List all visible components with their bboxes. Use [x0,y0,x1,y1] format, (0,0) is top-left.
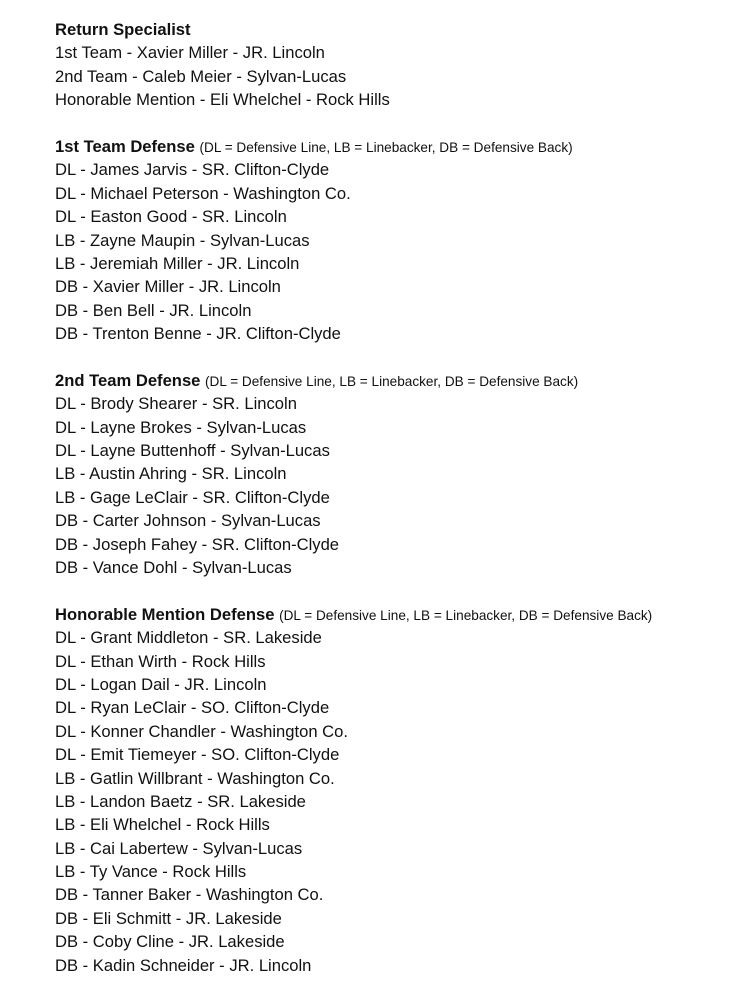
document-body [55,18,745,1000]
list-item: DL - Emit Tiemeyer - SO. Clifton-Clyde [55,745,340,765]
list-item: LB - Landon Baetz - SR. Lakeside [55,791,306,811]
section-note: (DL = Defensive Line, LB = Linebacker, DB = Defensive Back) [279,607,653,623]
list-item: LB - Zayne Maupin - Sylvan-Lucas [55,230,310,250]
list-item: DL - Ryan LeClair - SO. Clifton-Clyde [55,698,330,718]
list-item: DB - Joseph Fahey - SR. Clifton-Clyde [55,534,340,554]
list-item: DL - James Jarvis - SR. Clifton-Clyde [55,160,330,180]
section-title: Honorable Mention Defense [55,604,275,624]
list-item: DL - Michael Peterson - Washington Co. [55,183,351,203]
section-title: Return Specialist [55,20,191,39]
section [55,369,745,580]
list-item: DB - Vance Dohl - Sylvan-Lucas [55,557,292,577]
section-heading [55,369,745,392]
section-note: (DL = Defensive Line, LB = Linebacker, DB = Defensive Back) [199,139,573,155]
list-item: DL - Easton Good - SR. Lincoln [55,207,287,227]
section [55,18,745,112]
list-item: LB - Jeremiah Miller - JR. Lincoln [55,253,300,273]
section-heading [55,603,745,626]
list-item: LB - Cai Labertew - Sylvan-Lucas [55,838,303,858]
list-item: LB - Gage LeClair - SR. Clifton-Clyde [55,487,330,507]
list-item: DB - Carter Johnson - Sylvan-Lucas [55,511,321,531]
list-item: LB - Austin Ahring - SR. Lincoln [55,464,287,484]
list-item: DL - Konner Chandler - Washington Co. [55,721,348,741]
list-item: DL - Layne Brokes - Sylvan-Lucas [55,417,307,437]
list-item: DL - Layne Buttenhoff - Sylvan-Lucas [55,441,330,461]
list-item: DB - Ben Bell - JR. Lincoln [55,300,252,320]
section-heading [55,18,745,41]
section-heading [55,135,745,158]
list-item: 1st Team - Xavier Miller - JR. Lincoln [55,43,325,63]
section [55,135,745,346]
list-item: DL - Logan Dail - JR. Lincoln [55,674,267,694]
list-item: 2nd Team - Caleb Meier - Sylvan-Lucas [55,66,347,86]
list-item: DB - Kadin Schneider - JR. Lincoln [55,955,312,975]
list-item: DL - Grant Middleton - SR. Lakeside [55,628,322,648]
list-item: LB - Gatlin Willbrant - Washington Co. [55,768,335,788]
section-title: 2nd Team Defense [55,370,201,390]
list-item: DL - Ethan Wirth - Rock Hills [55,651,266,671]
list-item: DB - Tanner Baker - Washington Co. [55,885,324,905]
list-item: DL - Brody Shearer - SR. Lincoln [55,394,297,414]
list-item: DB - Eli Schmitt - JR. Lakeside [55,908,282,928]
section [55,603,745,977]
list-item: Honorable Mention - Eli Whelchel - Rock Hills [55,90,390,110]
list-item: DB - Coby Cline - JR. Lakeside [55,932,285,952]
list-item: DB - Trenton Benne - JR. Clifton-Clyde [55,324,341,344]
section-note: (DL = Defensive Line, LB = Linebacker, DB = Defensive Back) [205,373,579,389]
list-item: LB - Eli Whelchel - Rock Hills [55,815,270,835]
list-item: LB - Ty Vance - Rock Hills [55,862,247,882]
section-title: 1st Team Defense [55,136,195,156]
list-item: DB - Xavier Miller - JR. Lincoln [55,277,281,297]
